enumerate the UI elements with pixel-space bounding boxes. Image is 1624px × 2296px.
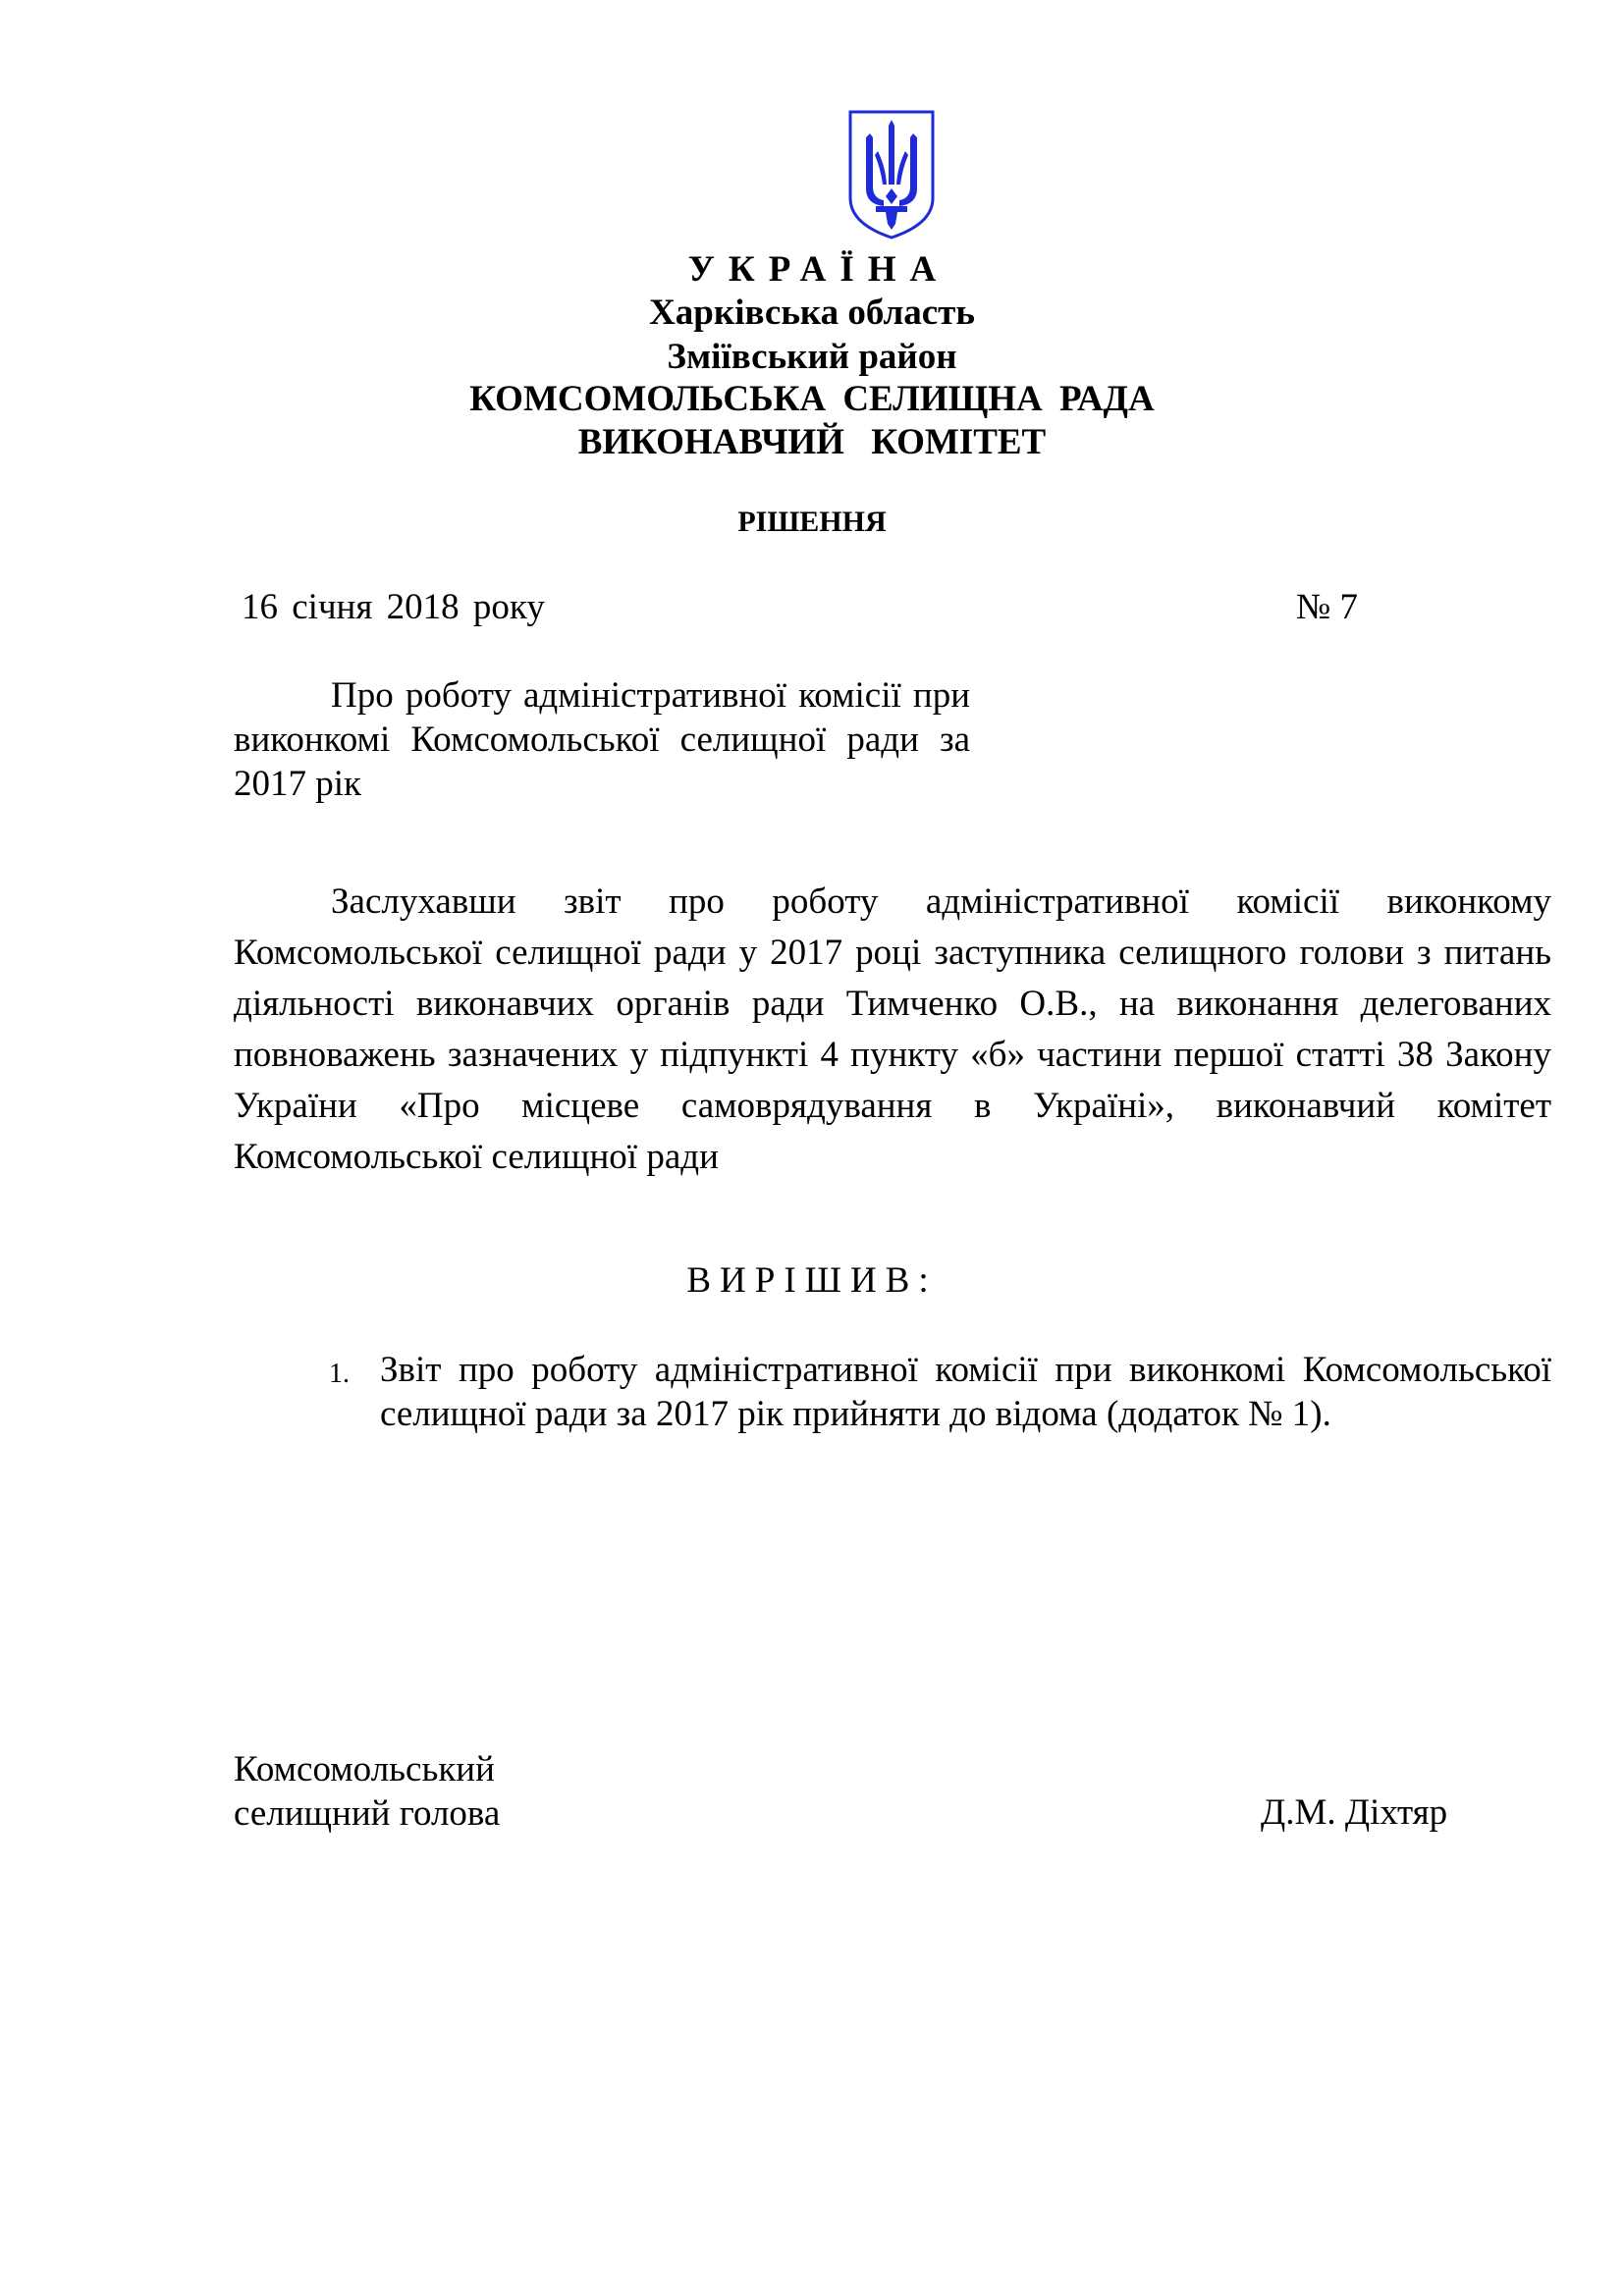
list-item-number: 1. bbox=[329, 1359, 350, 1389]
resolve-heading: ВИРІШИВ: bbox=[686, 1260, 938, 1301]
preamble-paragraph: Заслухавши звіт про роботу адміністративної комісії виконкому Комсомольської селищної ради у 2017 році заступника селищного голови з питань діяльності виконавчих органів ради Тимченко О.В., на виконання делегованих повноважень зазначених у підпункті 4 пункту «б» частини першої статті 38 Закону України «Про місцеве самоврядування в Україні», виконавчий комітет Комсомольської селищної ради bbox=[234, 881, 1551, 1177]
signatory-name: Д.М. Діхтяр bbox=[1261, 1792, 1448, 1833]
raion-name: Зміївський район bbox=[667, 337, 957, 377]
document-subject: Про роботу адміністративної комісії при виконкомі Комсомольської селищної ради за 2017 рік bbox=[234, 675, 970, 804]
trident-coat-of-arms-icon bbox=[846, 108, 937, 241]
document-date: 16 січня 2018 року bbox=[242, 587, 545, 627]
signatory-title-line2: селищний голова bbox=[234, 1793, 501, 1834]
country-name: УКРАЇНА bbox=[687, 249, 950, 290]
committee-name: ВИКОНАВЧИЙ КОМІТЕТ bbox=[577, 422, 1047, 462]
document-number: № 7 bbox=[1296, 587, 1359, 627]
list-item-text: Звіт про роботу адміністративної комісії при виконкомі Комсомольської селищної ради за 2017 рік прийняти до відома (додаток № 1). bbox=[380, 1350, 1551, 1434]
oblast-name: Харківська область bbox=[649, 293, 975, 333]
signatory-title bbox=[234, 1747, 500, 1836]
council-name: КОМСОМОЛЬСЬКА СЕЛИЩНА РАДА bbox=[469, 379, 1155, 419]
signatory-title-line1: Комсомольський bbox=[234, 1749, 495, 1789]
document-type: РІШЕННЯ bbox=[737, 506, 887, 538]
